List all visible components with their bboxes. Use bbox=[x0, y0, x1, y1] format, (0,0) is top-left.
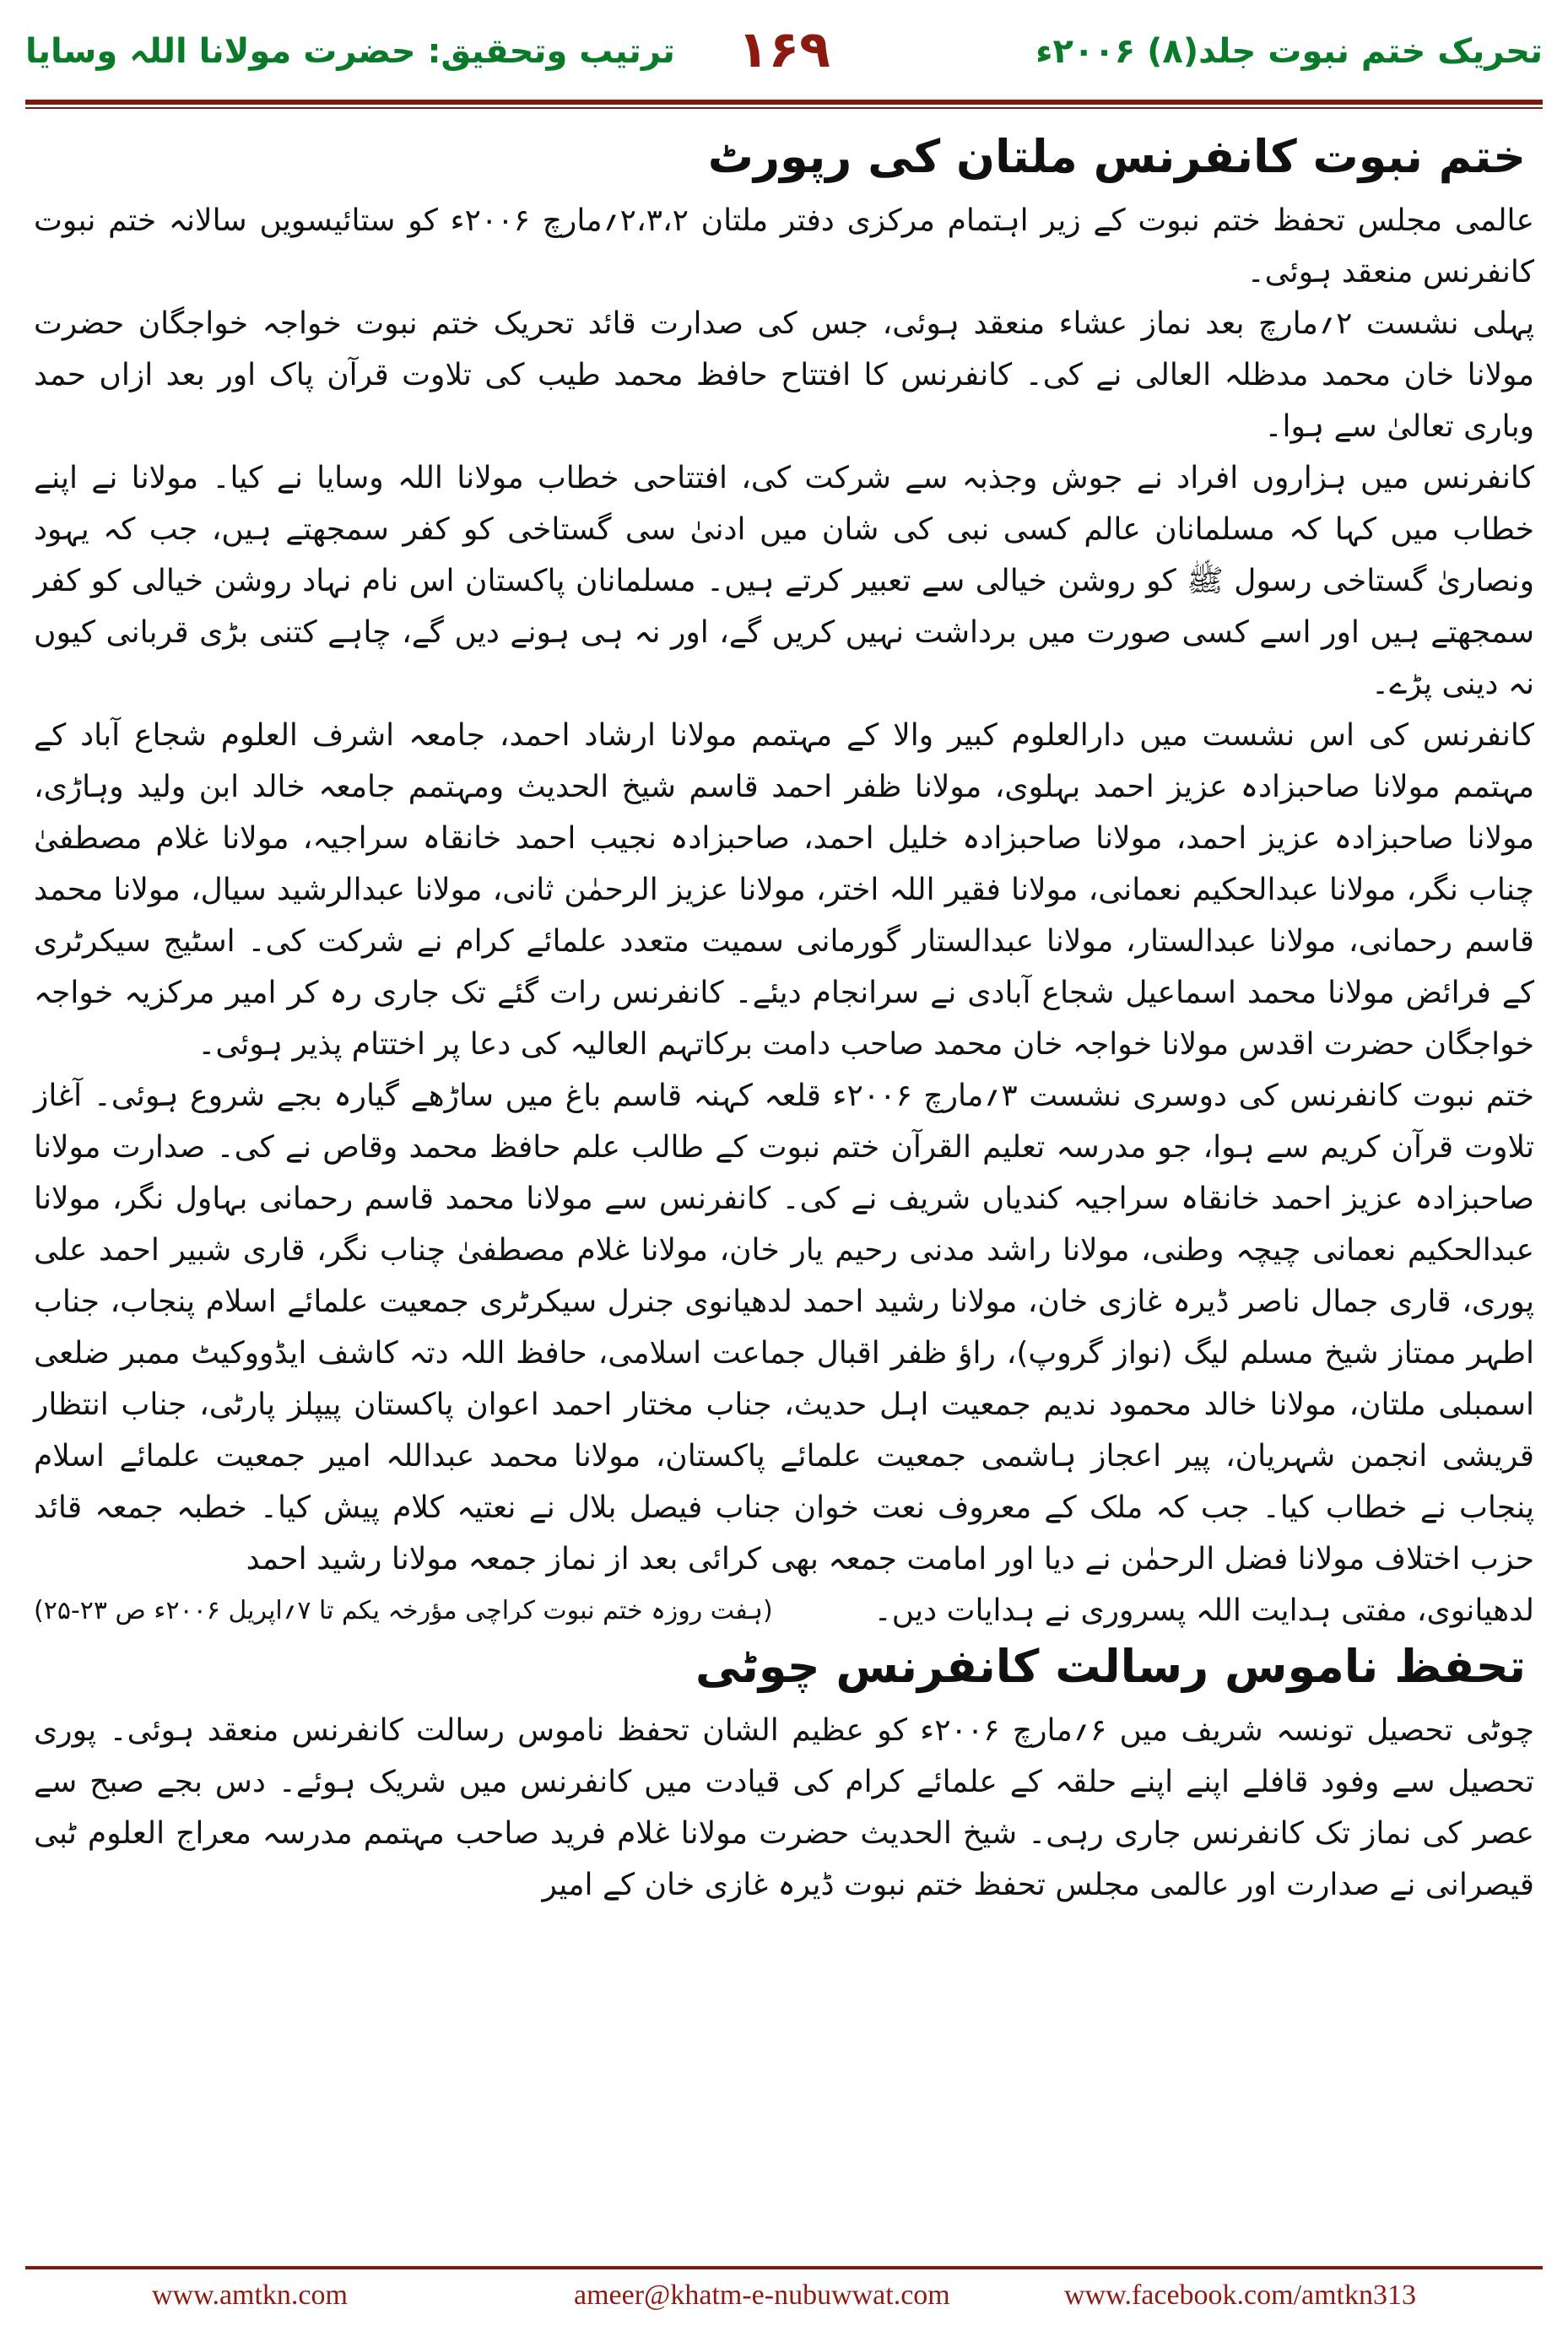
facebook-link[interactable]: www.facebook.com/amtkn313 bbox=[1063, 2280, 1416, 2311]
main-content bbox=[34, 127, 1534, 1911]
article-title: ختم نبوت کانفرنس ملتان کی رپورٹ bbox=[707, 130, 1526, 183]
paragraph: عالمی مجلس تحفظ ختم نبوت کے زیر اہتمام مرکزی دفتر ملتان ۲،۳،۲؍مارچ ۲۰۰۶ء کو ستائیسویں سالانہ ختم نبوت کانفرنس منعقد ہوئی۔ bbox=[34, 203, 1534, 289]
header-rule bbox=[25, 100, 1543, 105]
page-header bbox=[25, 15, 1543, 91]
article-title: تحفظ ناموس رسالت کانفرنس چوٹی bbox=[695, 1639, 1526, 1693]
paragraph: کانفرنس کی اس نشست میں دارالعلوم کبیر والا کے مہتمم مولانا ارشاد احمد، جامعہ اشرف العلوم شجاع آباد کے مہتمم مولانا صاحبزادہ عزیز احمد بہلوی، مولانا ظفر احمد قاسم شیخ الحدیث ومہتمم جامعہ خالد ابن ولید وہاڑی، مولانا صاحبزادہ عزیز احمد، مولانا صاحبزادہ خلیل احمد، صاحبزادہ نجیب احمد خانقاہ سراجیہ، مولانا غلام مصطفیٰ چناب نگر، مولانا عبدالحکیم نعمانی، مولانا فقیر اللہ اختر، مولانا عزیز الرحمٰن ثانی، مولانا عبدالرشید سیال، مولانا محمد قاسم رحمانی، مولانا عبدالستار، مولانا عبدالستار گورمانی سمیت متعدد علمائے کرام نے شرکت کی۔ اسٹیج سیکرٹری کے فرائض مولانا محمد اسماعیل شجاع آبادی نے سرانجام دیئے۔ کانفرنس رات گئے تک جاری رہ کر امیر مرکزیہ خواجہ خواجگان حضرت اقدس مولانا خواجہ خان محمد صاحب دامت برکاتہم العالیہ کی دعا پر اختتام پذیر ہوئی۔ bbox=[34, 717, 1534, 1062]
citation: (ہفت روزہ ختم نبوت کراچی مؤرخہ یکم تا ۷؍اپریل ۲۰۰۶ء ص ۲۳-۲۵) bbox=[34, 1595, 773, 1625]
paragraph: پہلی نشست ۲؍مارچ بعد نماز عشاء منعقد ہوئی، جس کی صدارت قائد تحریک ختم نبوت خواجہ خواجگان حضرت مولانا خان محمد مدظلہ العالی نے کی۔ کانفرنس کا افتتاح حافظ محمد طیب کی تلاوت قرآن پاک اور بعد ازاں حمد وباری تعالیٰ سے ہوا۔ bbox=[34, 306, 1534, 444]
paragraph: چوٹی تحصیل تونسہ شریف میں ۶؍مارچ ۲۰۰۶ء کو عظیم الشان تحفظ ناموس رسالت کانفرنس منعقد ہوئی۔ پوری تحصیل سے وفود قافلے اپنے اپنے حلقہ کے علمائے کرام کی قیادت میں کانفرنس میں شریک ہوئے۔ دس بجے صبح سے عصر کی نماز تک کانفرنس جاری رہی۔ شیخ الحدیث حضرت مولانا غلام فرید صاحب مہتمم مدرسہ معراج العلوم ٹبی قیصرانی نے صدارت اور عالمی مجلس تحفظ ختم نبوت ڈیرہ غازی خان کے امیر bbox=[34, 1712, 1534, 1902]
email-link[interactable]: ameer@khatm-e-nubuwwat.com bbox=[574, 2280, 950, 2311]
paragraph: ختم نبوت کانفرنس کی دوسری نشست ۳؍مارچ ۲۰۰۶ء قلعہ کہنہ قاسم باغ میں ساڑھے گیارہ بجے شروع ہوئی۔ آغاز تلاوت قرآن کریم سے ہوا، جو مدرسہ تعلیم القرآن ختم نبوت کے طالب علم حافظ محمد وقاص نے کی۔ صدارت مولانا صاحبزادہ عزیز احمد خانقاہ سراجیہ کندیاں شریف نے کی۔ کانفرنس سے مولانا محمد قاسم رحمانی بہاول نگر، مولانا عبدالحکیم نعمانی چیچہ وطنی، مولانا راشد مدنی رحیم یار خان، مولانا غلام مصطفیٰ چناب نگر، قاری شبیر احمد علی پوری، قاری جمال ناصر ڈیرہ غازی خان، مولانا رشید احمد لدھیانوی جنرل سیکرٹری جمعیت علمائے اسلام پنجاب، جناب اطہر ممتاز شیخ مسلم لیگ (نواز گروپ)، راؤ ظفر اقبال جماعت اسلامی، حافظ اللہ دتہ کاشف ایڈووکیٹ ممبر ضلعی اسمبلی ملتان، مولانا خالد محمود ندیم جمعیت اہل حدیث، جناب مختار احمد اعوان پاکستان پیپلز پارٹی، جناب انتظار قریشی انجمن شہریان، پیر اعجاز ہاشمی جمعیت علمائے پاکستان، مولانا محمد عبداللہ امیر جمعیت علمائے اسلام پنجاب نے خطاب کیا۔ جب کہ ملک کے معروف نعت خوان جناب فیصل بلال نے نعتیہ کلام پیش کیا۔ خطبہ جمعہ قائد حزب اختلاف مولانا فضل الرحمٰن نے دیا اور امامت جمعہ بھی کرائی بعد از نماز جمعہ مولانا رشید احمد bbox=[34, 1078, 1534, 1577]
closing-line-row bbox=[34, 1585, 1534, 1636]
series-title: تحریک ختم نبوت جلد(۸) ۲۰۰۶ء bbox=[1035, 32, 1543, 71]
page-footer bbox=[25, 2266, 1543, 2320]
header-rule-thin bbox=[25, 107, 1543, 109]
compiler-credit: ترتیب وتحقیق: حضرت مولانا اللہ وسایا bbox=[25, 32, 675, 71]
page-number: ۱۶۹ bbox=[738, 20, 830, 79]
closing-line: لدھیانوی، مفتی ہدایت اللہ پسروری نے ہدایات دیں۔ bbox=[873, 1593, 1534, 1628]
website-link[interactable]: www.amtkn.com bbox=[152, 2280, 348, 2311]
footer-rule bbox=[25, 2266, 1543, 2269]
paragraph: کانفرنس میں ہزاروں افراد نے جوش وجذبہ سے شرکت کی، افتتاحی خطاب مولانا اللہ وسایا نے کیا۔ مولانا نے اپنے خطاب میں کہا کہ مسلمانان عالم کسی نبی کی شان میں ادنیٰ سی گستاخی کو کفر سمجھتے ہیں، جب کہ یہود ونصاریٰ گستاخی رسول ﷺ کو روشن خیالی سے تعبیر کرتے ہیں۔ مسلمانان پاکستان اس نام نہاد روشن خیالی کو کفر سمجھتے ہیں اور اسے کسی صورت میں برداشت نہیں کریں گے، اور نہ ہی ہونے دیں گے، چاہے کتنی بڑی قربانی کیوں نہ دینی پڑے۔ bbox=[34, 460, 1534, 701]
